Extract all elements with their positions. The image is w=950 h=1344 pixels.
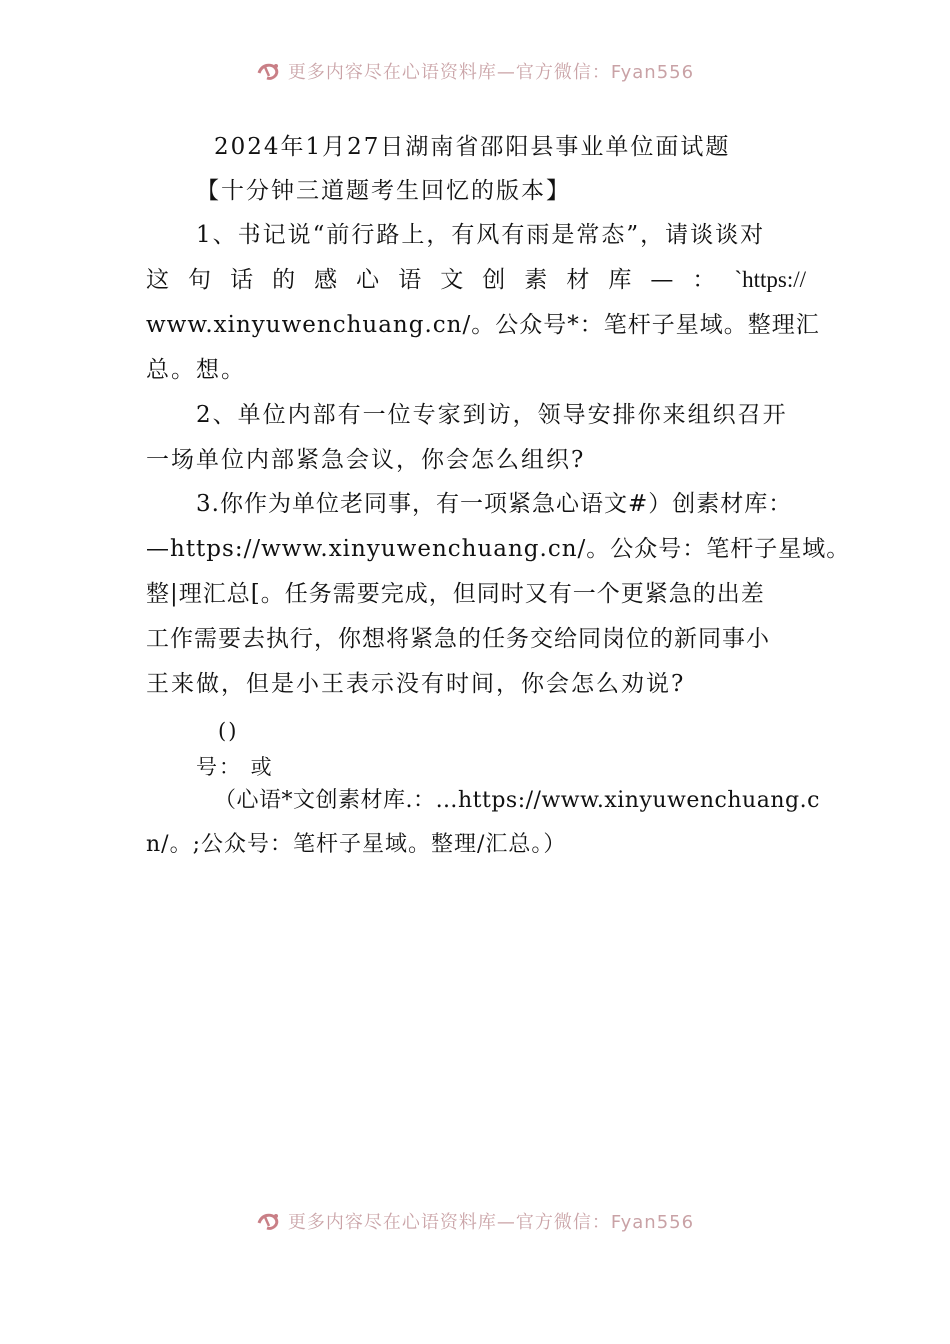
q3-line-2: —https://www.xinyuwenchuang.cn/。公众号：笔杆子星域。: [146, 536, 851, 562]
q1-char: 这: [146, 267, 169, 293]
watermark-text: 更多内容尽在心语资料库—官方微信：Fyan556: [287, 62, 695, 83]
q1-char: 创: [482, 267, 506, 293]
q1-char: 话: [230, 267, 254, 293]
q1-line-2: [146, 265, 806, 295]
q1-char: 材: [566, 267, 590, 293]
page-title: 2024年1月27日湖南省邵阳县事业单位面试题: [214, 134, 731, 160]
watermark-footer: [0, 1208, 950, 1236]
q1-char: 文: [440, 267, 464, 293]
logo-icon: [256, 1210, 282, 1232]
q1-char: ：: [692, 267, 716, 293]
q1-line-3: www.xinyuwenchuang.cn/。公众号*：笔杆子星域。整理汇: [146, 312, 820, 338]
q1-char: 心: [356, 267, 380, 293]
logo-icon: [256, 60, 282, 82]
q1-line-4: 总。想。: [146, 357, 246, 383]
q1-char: 句: [188, 267, 212, 293]
q2-line-2: 一场单位内部紧急会议，你会怎么组织?: [146, 447, 586, 473]
q3-line-4: 工作需要去执行，你想将紧急的任务交给同岗位的新同事小: [146, 626, 770, 652]
page-subtitle: 【十分钟三道题考生回忆的版本】: [196, 178, 571, 204]
q1-char: 的: [272, 267, 296, 293]
q2-line-1: 2、单位内部有一位专家到访，领导安排你来组织召开: [196, 402, 788, 428]
q1-char: 语: [398, 267, 422, 293]
q1-char: 感: [314, 267, 338, 293]
note-line-2: n/。;公众号：笔杆子星域。整理/汇总。）: [146, 832, 567, 857]
paren-blank: (): [218, 719, 239, 743]
watermark-text: 更多内容尽在心语资料库—官方微信：Fyan556: [287, 1212, 695, 1233]
q1-char: 库: [608, 267, 632, 293]
hao-line: 号： 或: [196, 755, 274, 779]
q3-line-3: 整|理汇总[。任务需要完成，但同时又有一个更紧急的出差: [146, 581, 765, 607]
q1-url-start: `https://: [734, 267, 806, 292]
q1-char: 素: [524, 267, 548, 293]
q3-line-1: 3.你作为单位老同事，有一项紧急心语文#）创素材库：: [196, 491, 793, 517]
q1-line-1: 1、书记说“前行路上，有风有雨是常态”，请谈谈对: [196, 222, 766, 248]
note-line-1: （心语*文创素材库.：…https://www.xinyuwenchuang.c: [214, 788, 820, 813]
q3-line-5: 王来做，但是小王表示没有时间，你会怎么劝说?: [146, 671, 686, 697]
watermark-header: [0, 58, 950, 86]
q1-char: —: [650, 267, 674, 293]
